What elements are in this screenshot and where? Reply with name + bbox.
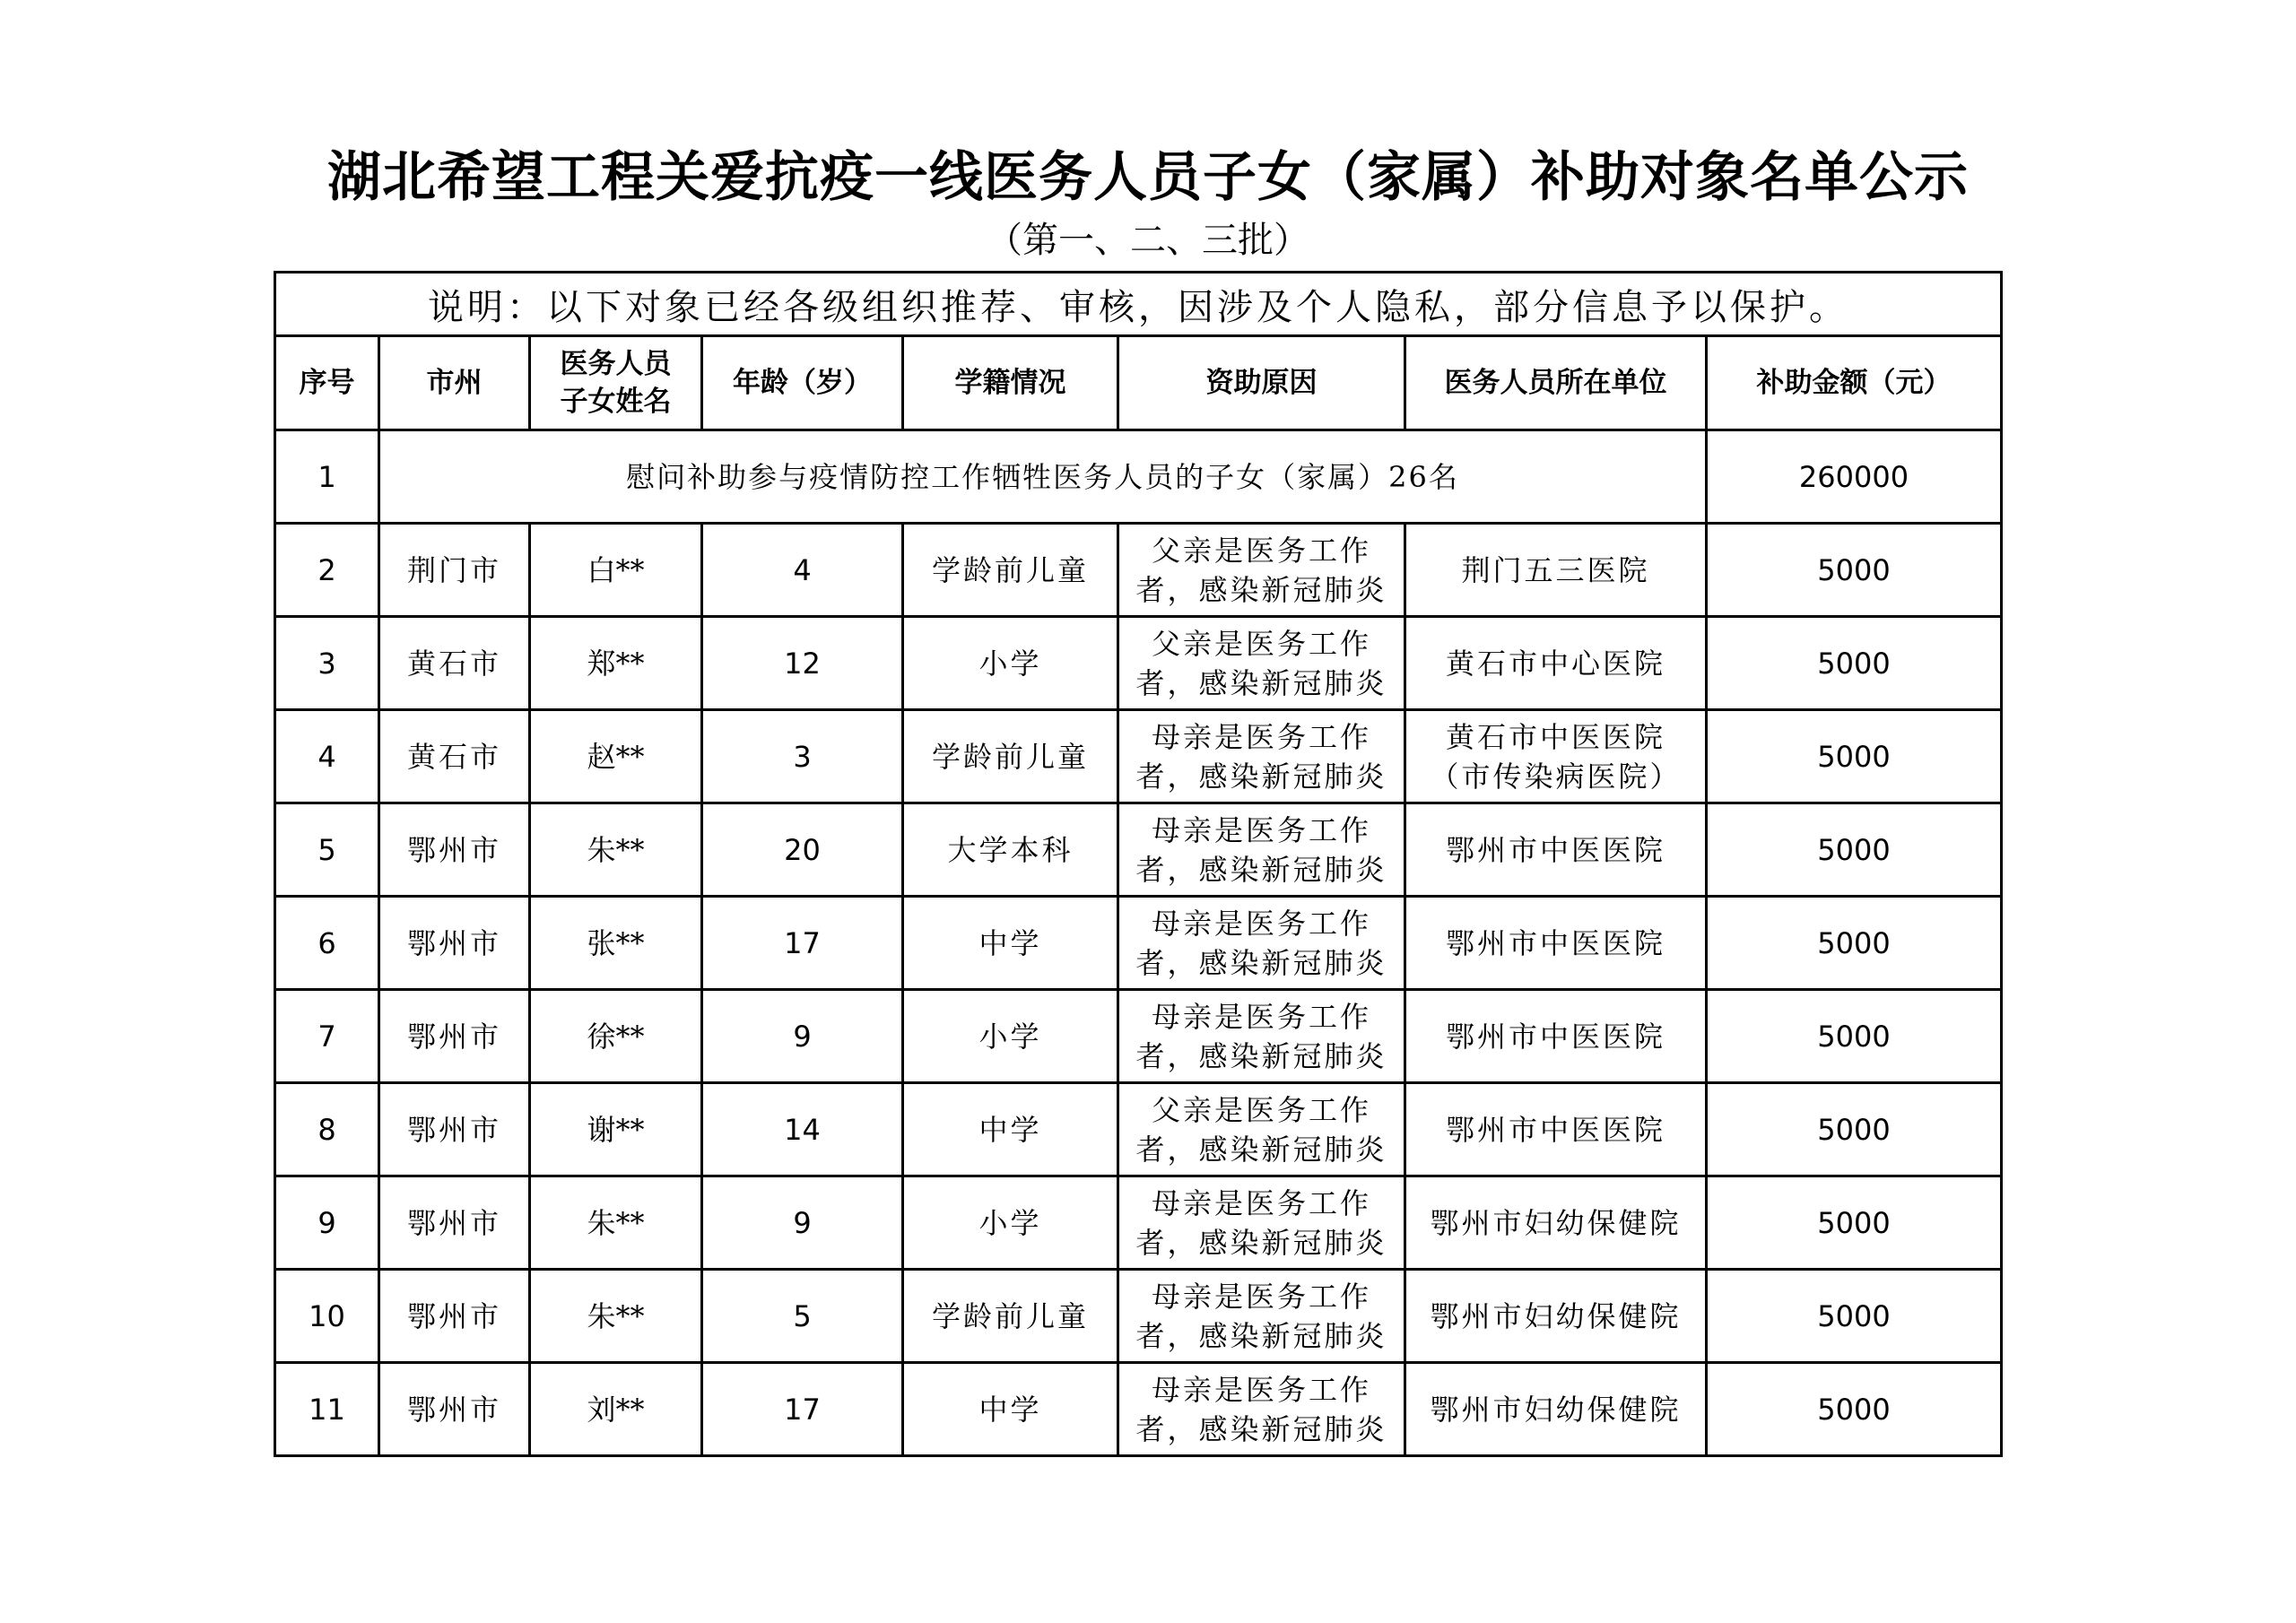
subsidy-roster-table	[274, 271, 2003, 1457]
seq-cell: 8	[275, 1083, 379, 1176]
header-school-status: 学籍情况	[903, 336, 1118, 430]
school-status-cell: 小学	[903, 1176, 1118, 1270]
school-status-cell: 学龄前儿童	[903, 710, 1118, 803]
age-cell: 12	[702, 617, 903, 710]
aid-reason-cell-line2: 者，感染新冠肺炎	[1135, 852, 1387, 887]
aid-reason-cell-line1: 母亲是医务工作	[1151, 999, 1371, 1034]
table-row	[275, 990, 2002, 1083]
table-row	[275, 1083, 2002, 1176]
school-status-cell: 中学	[903, 1363, 1118, 1456]
city-cell: 鄂州市	[379, 990, 530, 1083]
header-child-name	[530, 336, 702, 430]
work-unit-cell: 鄂州市中医医院	[1405, 1083, 1707, 1176]
work-unit-cell: 鄂州市中医医院	[1405, 897, 1707, 990]
aid-reason-cell-line1: 父亲是医务工作	[1151, 626, 1371, 661]
seq-cell: 10	[275, 1270, 379, 1363]
aid-reason-cell-line1: 父亲是医务工作	[1151, 1092, 1371, 1127]
aid-reason-cell	[1118, 1176, 1405, 1270]
amount-cell: 5000	[1707, 990, 2002, 1083]
child-name-cell: 刘**	[530, 1363, 702, 1456]
city-cell: 鄂州市	[379, 1363, 530, 1456]
seq-cell: 11	[275, 1363, 379, 1456]
seq-cell: 2	[275, 524, 379, 617]
school-status-cell: 大学本科	[903, 803, 1118, 897]
age-cell: 3	[702, 710, 903, 803]
header-work-unit: 医务人员所在单位	[1405, 336, 1707, 430]
aid-reason-cell-line2: 者，感染新冠肺炎	[1135, 945, 1387, 980]
child-name-cell: 朱**	[530, 1176, 702, 1270]
age-cell: 20	[702, 803, 903, 897]
table-row	[275, 617, 2002, 710]
age-cell: 5	[702, 1270, 903, 1363]
note-row	[275, 273, 2002, 336]
header-aid-reason: 资助原因	[1118, 336, 1405, 430]
aid-reason-cell-line2: 者，感染新冠肺炎	[1135, 1225, 1387, 1260]
child-name-cell: 徐**	[530, 990, 702, 1083]
amount-cell: 5000	[1707, 1270, 2002, 1363]
child-name-cell: 谢**	[530, 1083, 702, 1176]
work-unit-cell: 鄂州市妇幼保健院	[1405, 1270, 1707, 1363]
city-cell: 黄石市	[379, 710, 530, 803]
header-city: 市州	[379, 336, 530, 430]
aid-reason-cell-line1: 母亲是医务工作	[1151, 1185, 1371, 1220]
aid-reason-cell	[1118, 803, 1405, 897]
header-row	[275, 336, 2002, 430]
amount-cell: 5000	[1707, 1083, 2002, 1176]
amount-cell: 5000	[1707, 1176, 2002, 1270]
city-cell: 鄂州市	[379, 1176, 530, 1270]
amount-cell: 5000	[1707, 524, 2002, 617]
aid-reason-cell-line2: 者，感染新冠肺炎	[1135, 1318, 1387, 1353]
seq-cell: 5	[275, 803, 379, 897]
work-unit-cell: 鄂州市妇幼保健院	[1405, 1363, 1707, 1456]
header-child-name-line1: 医务人员	[560, 348, 672, 380]
work-unit-cell: 鄂州市中医医院	[1405, 990, 1707, 1083]
aid-reason-cell	[1118, 1270, 1405, 1363]
aid-reason-cell	[1118, 990, 1405, 1083]
aid-reason-cell-line1: 母亲是医务工作	[1151, 719, 1371, 754]
aid-reason-cell	[1118, 710, 1405, 803]
work-unit-cell: 黄石市中心医院	[1405, 617, 1707, 710]
aid-reason-cell-line2: 者，感染新冠肺炎	[1135, 665, 1387, 700]
seq-cell: 3	[275, 617, 379, 710]
aid-reason-cell	[1118, 1363, 1405, 1456]
amount-cell: 5000	[1707, 897, 2002, 990]
memorial-amount-cell: 260000	[1707, 430, 2002, 524]
aid-reason-cell-line2: 者，感染新冠肺炎	[1135, 1132, 1387, 1167]
age-cell: 17	[702, 897, 903, 990]
header-seq: 序号	[275, 336, 379, 430]
seq-cell: 9	[275, 1176, 379, 1270]
aid-reason-cell-line2: 者，感染新冠肺炎	[1135, 572, 1387, 607]
aid-reason-cell-line2: 者，感染新冠肺炎	[1135, 1038, 1387, 1073]
aid-reason-cell-line2: 者，感染新冠肺炎	[1135, 759, 1387, 794]
amount-cell: 5000	[1707, 803, 2002, 897]
table-row	[275, 710, 2002, 803]
age-cell: 9	[702, 990, 903, 1083]
aid-reason-cell	[1118, 524, 1405, 617]
table-row	[275, 1176, 2002, 1270]
city-cell: 鄂州市	[379, 1270, 530, 1363]
memorial-seq-cell: 1	[275, 430, 379, 524]
school-status-cell: 小学	[903, 990, 1118, 1083]
age-cell: 14	[702, 1083, 903, 1176]
child-name-cell: 白**	[530, 524, 702, 617]
city-cell: 鄂州市	[379, 897, 530, 990]
table-row	[275, 803, 2002, 897]
city-cell: 荆门市	[379, 524, 530, 617]
header-child-name-line2: 子女姓名	[560, 386, 672, 418]
amount-cell: 5000	[1707, 617, 2002, 710]
aid-reason-cell-line1: 父亲是医务工作	[1151, 533, 1371, 568]
school-status-cell: 学龄前儿童	[903, 1270, 1118, 1363]
work-unit-cell: 荆门五三医院	[1405, 524, 1707, 617]
header-age: 年龄（岁）	[702, 336, 903, 430]
child-name-cell: 郑**	[530, 617, 702, 710]
table-row	[275, 1270, 2002, 1363]
aid-reason-cell-line1: 母亲是医务工作	[1151, 812, 1371, 847]
school-status-cell: 中学	[903, 1083, 1118, 1176]
child-name-cell: 赵**	[530, 710, 702, 803]
child-name-cell: 朱**	[530, 803, 702, 897]
school-status-cell: 中学	[903, 897, 1118, 990]
age-cell: 9	[702, 1176, 903, 1270]
table-row	[275, 1363, 2002, 1456]
document-title: 湖北希望工程关爱抗疫一线医务人员子女（家属）补助对象名单公示	[327, 146, 1969, 209]
school-status-cell: 学龄前儿童	[903, 524, 1118, 617]
city-cell: 鄂州市	[379, 803, 530, 897]
header-amount: 补助金额（元）	[1707, 336, 2002, 430]
aid-reason-cell-line1: 母亲是医务工作	[1151, 1372, 1371, 1407]
aid-reason-cell-line1: 母亲是医务工作	[1151, 1279, 1371, 1314]
school-status-cell: 小学	[903, 617, 1118, 710]
document-subtitle: （第一、二、三批）	[987, 220, 1309, 261]
aid-reason-cell-line2: 者，感染新冠肺炎	[1135, 1411, 1387, 1446]
amount-cell: 5000	[1707, 710, 2002, 803]
table-row	[275, 524, 2002, 617]
amount-cell: 5000	[1707, 1363, 2002, 1456]
child-name-cell: 张**	[530, 897, 702, 990]
note-text: 说明：以下对象已经各级组织推荐、审核，因涉及个人隐私，部分信息予以保护。	[275, 273, 2002, 336]
aid-reason-cell	[1118, 1083, 1405, 1176]
table-row	[275, 897, 2002, 990]
work-unit-cell: 鄂州市中医医院	[1405, 803, 1707, 897]
work-unit-cell-line2: （市传染病医院）	[1430, 759, 1682, 794]
memorial-description-cell: 慰问补助参与疫情防控工作牺牲医务人员的子女（家属）26名	[379, 430, 1707, 524]
seq-cell: 4	[275, 710, 379, 803]
child-name-cell: 朱**	[530, 1270, 702, 1363]
work-unit-cell-line1: 黄石市中医医院	[1445, 719, 1665, 754]
age-cell: 4	[702, 524, 903, 617]
memorial-row	[275, 430, 2002, 524]
city-cell: 黄石市	[379, 617, 530, 710]
aid-reason-cell	[1118, 617, 1405, 710]
aid-reason-cell-line1: 母亲是医务工作	[1151, 906, 1371, 941]
city-cell: 鄂州市	[379, 1083, 530, 1176]
aid-reason-cell	[1118, 897, 1405, 990]
age-cell: 17	[702, 1363, 903, 1456]
seq-cell: 7	[275, 990, 379, 1083]
seq-cell: 6	[275, 897, 379, 990]
work-unit-cell	[1405, 710, 1707, 803]
work-unit-cell: 鄂州市妇幼保健院	[1405, 1176, 1707, 1270]
